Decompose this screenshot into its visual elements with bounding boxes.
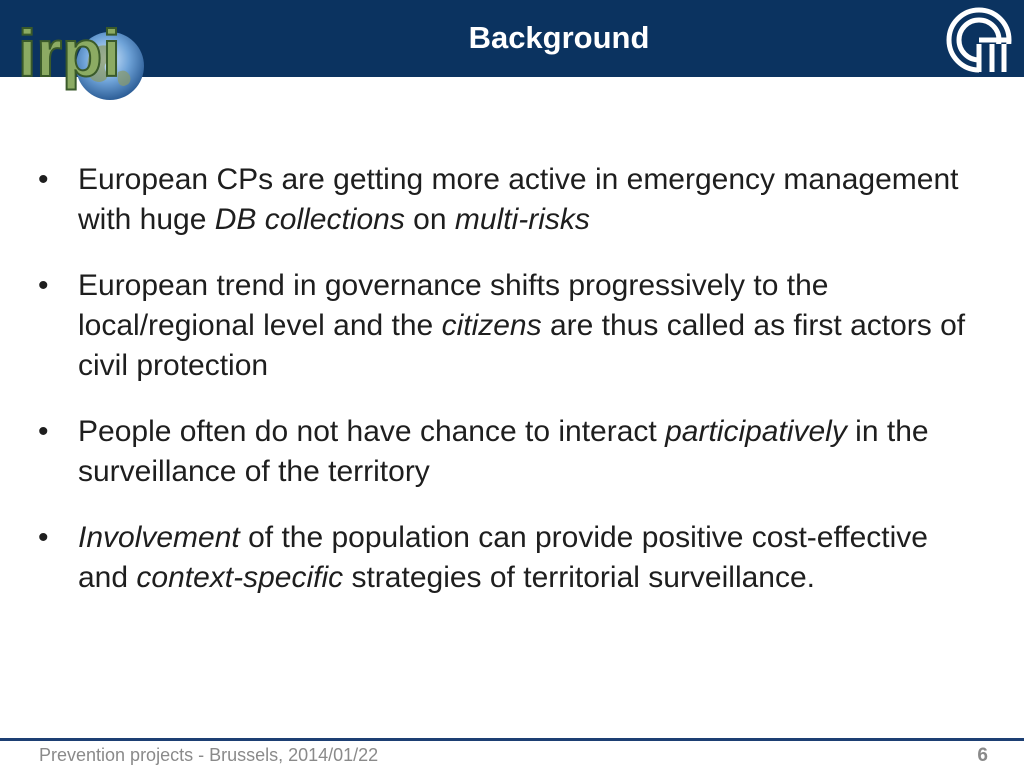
bullet-list [36,160,976,624]
bullet-text: on [404,203,455,236]
bullet-italic: context-specific [136,561,344,594]
bullet-italic: citizens [441,309,542,342]
slide-title: Background [468,20,650,55]
bullet-item [36,266,976,386]
bullet-italic: participatively [665,415,847,448]
bullet-marker: • [38,163,49,196]
bullet-italic: DB collections [214,203,405,236]
page-number: 6 [977,745,988,766]
bullet-text: of the population can provide positive cost-effective and [78,521,928,594]
footer-text: Prevention projects - Brussels, 2014/01/22 [39,745,379,765]
bullet-text: strategies of territorial surveillance. [343,561,815,594]
bullet-text: are thus called as first actors of civil protection [78,309,966,382]
bullet-item [36,518,976,598]
bullet-marker: • [38,415,49,448]
bullet-item [36,160,976,240]
bullet-item [36,412,976,492]
footer-divider [0,738,1024,741]
bullet-text: in the surveillance of the territory [78,415,929,488]
irpi-logo-text: irpi [18,16,121,90]
bullet-text: European trend in governance shifts progressively to the local/regional level and the [78,269,829,342]
bullet-text: People often do not have chance to interact [78,415,666,448]
bullet-italic: multi-risks [454,203,590,236]
bullet-marker: • [38,269,49,302]
bullet-italic: Involvement [78,521,240,554]
bullet-marker: • [38,521,49,554]
bullet-text: European CPs are getting more active in emergency management with huge [78,163,959,236]
cnr-logo-icon [946,6,1016,74]
